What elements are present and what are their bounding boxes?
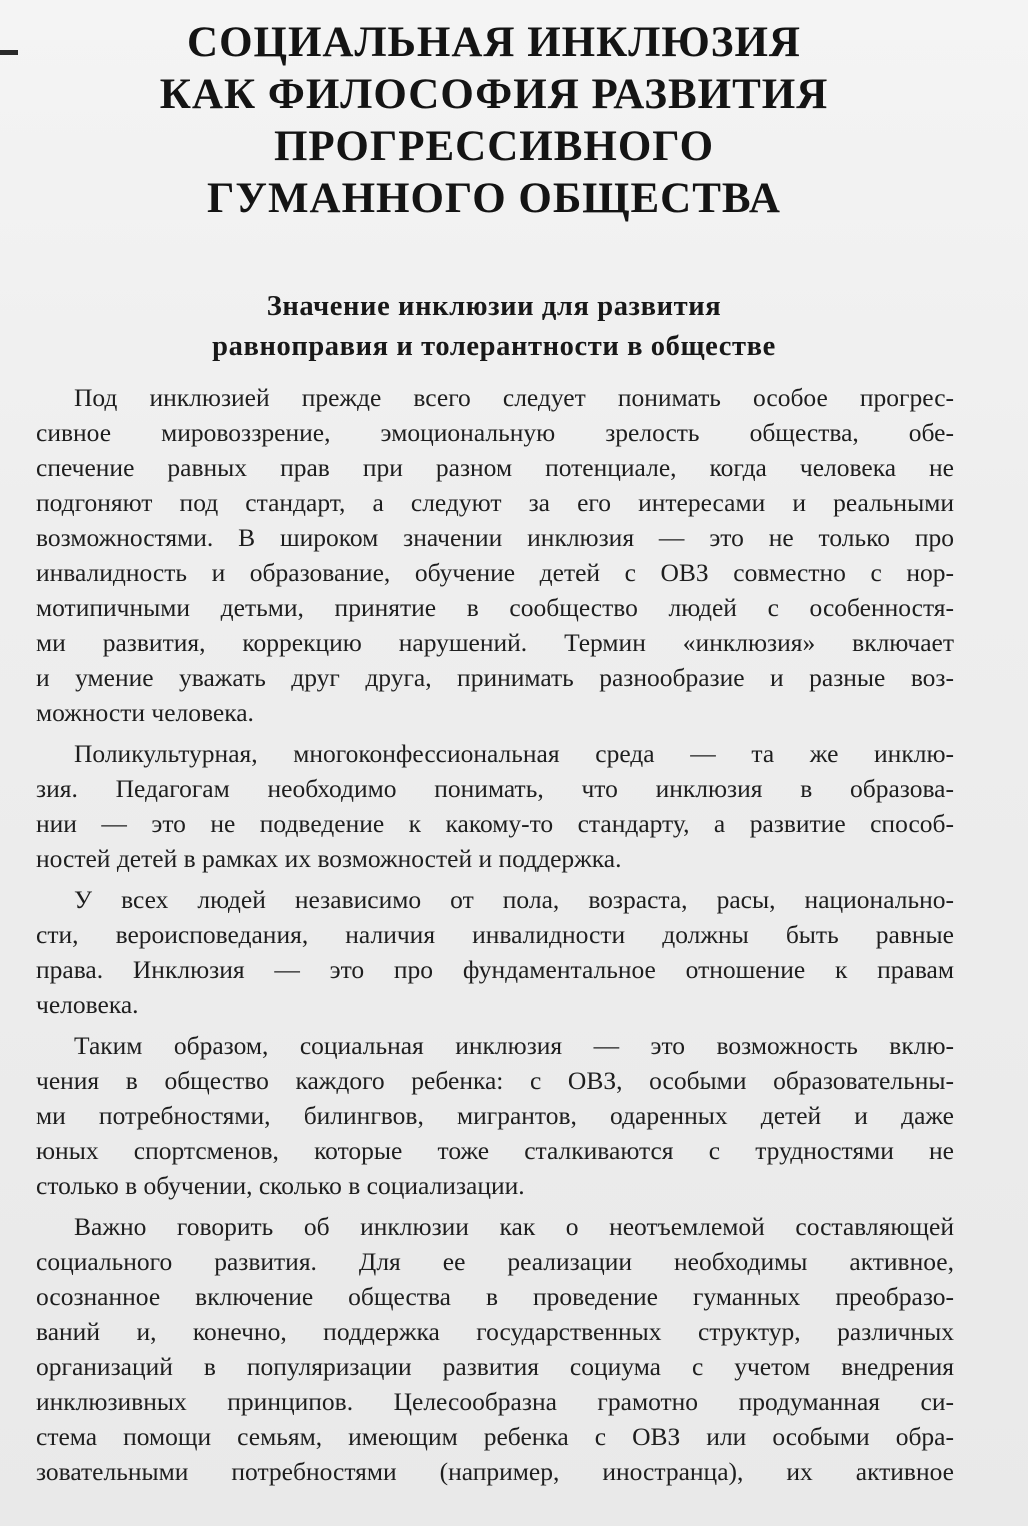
text-line: Поликультурная, многоконфессиональная среда — та же инклю- — [74, 739, 954, 768]
chapter-title-line: КАК ФИЛОСОФИЯ РАЗВИТИЯ — [159, 71, 829, 118]
text-line: ностей детей в рамках их возможностей и поддержка. — [36, 844, 622, 873]
text-line: человека. — [36, 990, 139, 1019]
body-text — [36, 380, 954, 1495]
text-line: стема помощи семьям, имеющим ребенка с ОВЗ или особыми обра- — [36, 1422, 954, 1451]
text-line: У всех людей независимо от пола, возраста, расы, национально- — [74, 885, 954, 914]
paragraph — [36, 882, 954, 1022]
text-line: ми потребностями, билингвов, мигрантов, одаренных детей и даже — [36, 1101, 954, 1130]
text-line: ваний и, конечно, поддержка государственных структур, различных — [36, 1317, 954, 1346]
text-line: ми развития, коррекцию нарушений. Термин «инклюзия» включает — [36, 628, 954, 657]
text-line: и умение уважать друг друга, принимать разнообразие и разные воз- — [36, 663, 954, 692]
text-line: зовательными потребностями (например, иностранца), их активное — [36, 1457, 954, 1486]
section-title-line: Значение инклюзии для развития — [266, 291, 722, 322]
text-line: мотипичными детьми, принятие в сообщество людей с особенностя- — [36, 593, 954, 622]
chapter-title-line: ПРОГРЕССИВНОГО — [273, 123, 715, 170]
section-title-line: равноправия и толерантности в обществе — [212, 331, 776, 362]
text-line: инвалидность и образование, обучение детей с ОВЗ совместно с нор- — [36, 558, 954, 587]
paragraph — [36, 736, 954, 876]
text-line: Важно говорить об инклюзии как о неотъемлемой составляющей — [74, 1212, 954, 1241]
text-line: спечение равных прав при разном потенциале, когда человека не — [36, 453, 954, 482]
text-line: столько в обучении, сколько в социализации. — [36, 1171, 525, 1200]
text-line: сти, вероисповедания, наличия инвалидности должны быть равные — [36, 920, 954, 949]
section-title — [60, 287, 928, 367]
text-line: права. Инклюзия — это про фундаментальное отношение к правам — [36, 955, 954, 984]
text-line: организаций в популяризации развития социума с учетом внедрения — [36, 1352, 954, 1381]
chapter-title — [60, 17, 928, 225]
text-line: социального развития. Для ее реализации необходимы активное, — [36, 1247, 954, 1276]
paragraph — [36, 1028, 954, 1203]
text-line: чения в общество каждого ребенка: с ОВЗ, особыми образовательны- — [36, 1066, 954, 1095]
text-line: возможностями. В широком значении инклюзия — это не только про — [36, 523, 954, 552]
text-line: Таким образом, социальная инклюзия — это возможность вклю- — [74, 1031, 954, 1060]
chapter-title-line: ГУМАННОГО ОБЩЕСТВА — [207, 175, 781, 222]
paragraph — [36, 1209, 954, 1489]
text-line: инклюзивных принципов. Целесообразна грамотно продуманная си- — [36, 1387, 954, 1416]
text-line: нии — это не подведение к какому-то стандарту, а развитие способ- — [36, 809, 954, 838]
text-line: юных спортсменов, которые тоже сталкиваются с трудностями не — [36, 1136, 954, 1165]
text-line: можности человека. — [36, 698, 254, 727]
text-line: зия. Педагогам необходимо понимать, что инклюзия в образова- — [36, 774, 954, 803]
chapter-title-line: СОЦИАЛЬНАЯ ИНКЛЮЗИЯ — [187, 19, 801, 66]
text-line: осознанное включение общества в проведение гуманных преобразо- — [36, 1282, 954, 1311]
edge-mark — [0, 50, 18, 55]
text-line: сивное мировоззрение, эмоциональную зрелость общества, обе- — [36, 418, 954, 447]
text-line: подгоняют под стандарт, а следуют за его интересами и реальными — [36, 488, 954, 517]
paragraph — [36, 380, 954, 730]
text-line: Под инклюзией прежде всего следует понимать особое прогрес- — [74, 383, 954, 412]
